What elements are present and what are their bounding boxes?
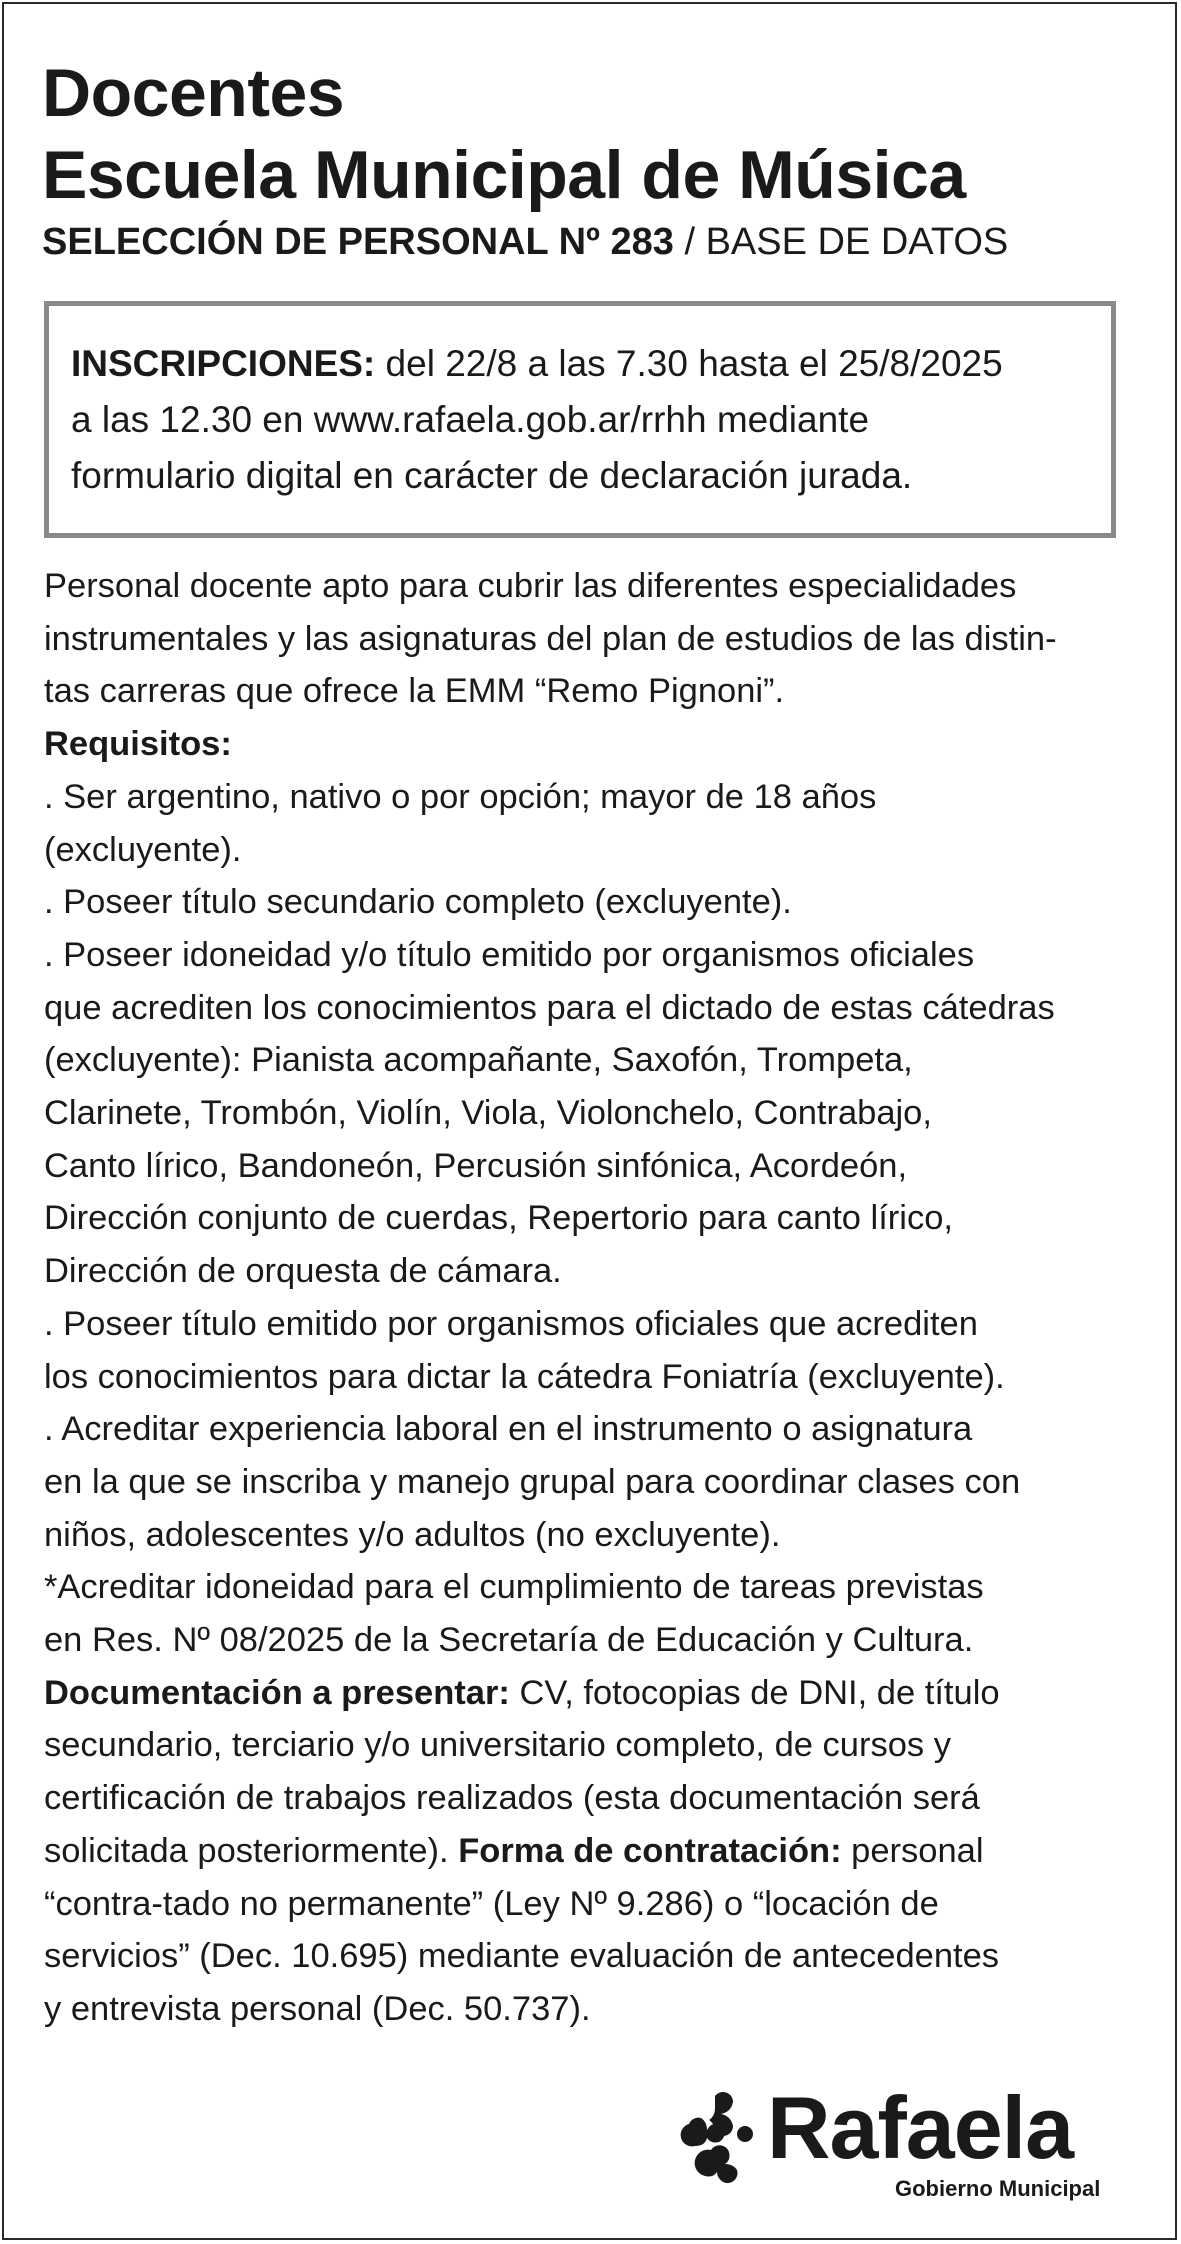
body-line: que acrediten los conocimientos para el dictado de estas cátedras bbox=[44, 988, 1055, 1027]
requirement-note: *Acreditar idoneidad para el cumplimiento de tareas previstas bbox=[44, 1568, 984, 1607]
body-line: en Res. Nº 08/2025 de la Secretaría de Educación y Cultura. bbox=[44, 1621, 974, 1660]
contratacion-label: Forma de contratación: bbox=[458, 1831, 842, 1870]
page-title bbox=[42, 52, 966, 216]
requirement-item: . Acreditar experiencia laboral en el instrumento o asignatura bbox=[44, 1410, 973, 1449]
title-line-1: Docentes bbox=[42, 55, 345, 131]
body-line: certificación de trabajos realizados (esta documentación será bbox=[44, 1779, 980, 1818]
body-line: niños, adolescentes y/o adultos (no excluyente). bbox=[44, 1515, 781, 1554]
selection-number: SELECCIÓN DE PERSONAL Nº 283 bbox=[42, 221, 674, 263]
body-line: y entrevista personal (Dec. 50.737). bbox=[44, 1989, 591, 2028]
logo-wordmark: Rafaela bbox=[767, 2078, 1074, 2177]
body-line: Canto lírico, Bandoneón, Percusión sinfónica, Acordeón, bbox=[44, 1146, 908, 1185]
requisitos-heading: Requisitos: bbox=[44, 725, 232, 764]
body-line: Dirección conjunto de cuerdas, Repertorio para canto lírico, bbox=[44, 1199, 953, 1238]
body-line: instrumentales y las asignaturas del plan de estudios de las distin- bbox=[44, 619, 1057, 658]
contract-line: solicitada posteriormente). Forma de contratación: personal bbox=[44, 1831, 984, 1870]
inscripciones-line-1: INSCRIPCIONES: del 22/8 a las 7.30 hasta el 25/8/2025 bbox=[71, 343, 1003, 384]
body-line: (excluyente). bbox=[44, 830, 242, 869]
inscripciones-line-2: a las 12.30 en www.rafaela.gob.ar/rrhh mediante bbox=[71, 399, 870, 440]
body-line: “contra-tado no permanente” (Ley Nº 9.286) o “locación de bbox=[44, 1884, 939, 1923]
body-line: los conocimientos para dictar la cátedra Foniatría (excluyente). bbox=[44, 1357, 1005, 1396]
requirement-item: . Ser argentino, nativo o por opción; mayor de 18 años bbox=[44, 777, 877, 816]
inscripciones-box bbox=[44, 301, 1116, 538]
body-line: Dirección de orquesta de cámara. bbox=[44, 1252, 562, 1291]
requirement-item: . Poseer título emitido por organismos oficiales que acrediten bbox=[44, 1304, 978, 1343]
body-line: Personal docente apto para cubrir las diferentes especialidades bbox=[44, 567, 1017, 605]
subtitle-suffix: / BASE DE DATOS bbox=[673, 221, 1009, 263]
rafaela-logo-icon bbox=[675, 2090, 765, 2190]
title-line-2: Escuela Municipal de Música bbox=[42, 137, 966, 213]
body-line: servicios” (Dec. 10.695) mediante evaluación de antecedentes bbox=[44, 1937, 1000, 1976]
body-line: Clarinete, Trombón, Violín, Viola, Violonchelo, Contrabajo, bbox=[44, 1094, 932, 1133]
documentacion-label: Documentación a presentar: bbox=[44, 1673, 510, 1712]
inscripciones-line-3: formulario digital en carácter de declaración jurada. bbox=[71, 455, 913, 496]
page-subtitle bbox=[42, 218, 1008, 266]
rafaela-logo bbox=[675, 2078, 1101, 2210]
body-line: tas carreras que ofrece la EMM “Remo Pignoni”. bbox=[44, 672, 785, 711]
announcement-body bbox=[44, 560, 1154, 2036]
requirement-item: . Poseer idoneidad y/o título emitido por organismos oficiales bbox=[44, 935, 975, 974]
body-line: en la que se inscriba y manejo grupal para coordinar clases con bbox=[44, 1462, 1021, 1501]
documentation-line: Documentación a presentar: CV, fotocopias de DNI, de título bbox=[44, 1673, 1000, 1712]
body-line: secundario, terciario y/o universitario completo, de cursos y bbox=[44, 1726, 951, 1765]
requirement-item: . Poseer título secundario completo (excluyente). bbox=[44, 883, 792, 922]
logo-tagline: Gobierno Municipal bbox=[895, 2176, 1101, 2201]
body-line: (excluyente): Pianista acompañante, Saxofón, Trompeta, bbox=[44, 1041, 913, 1080]
inscripciones-label: INSCRIPCIONES: bbox=[71, 343, 376, 384]
